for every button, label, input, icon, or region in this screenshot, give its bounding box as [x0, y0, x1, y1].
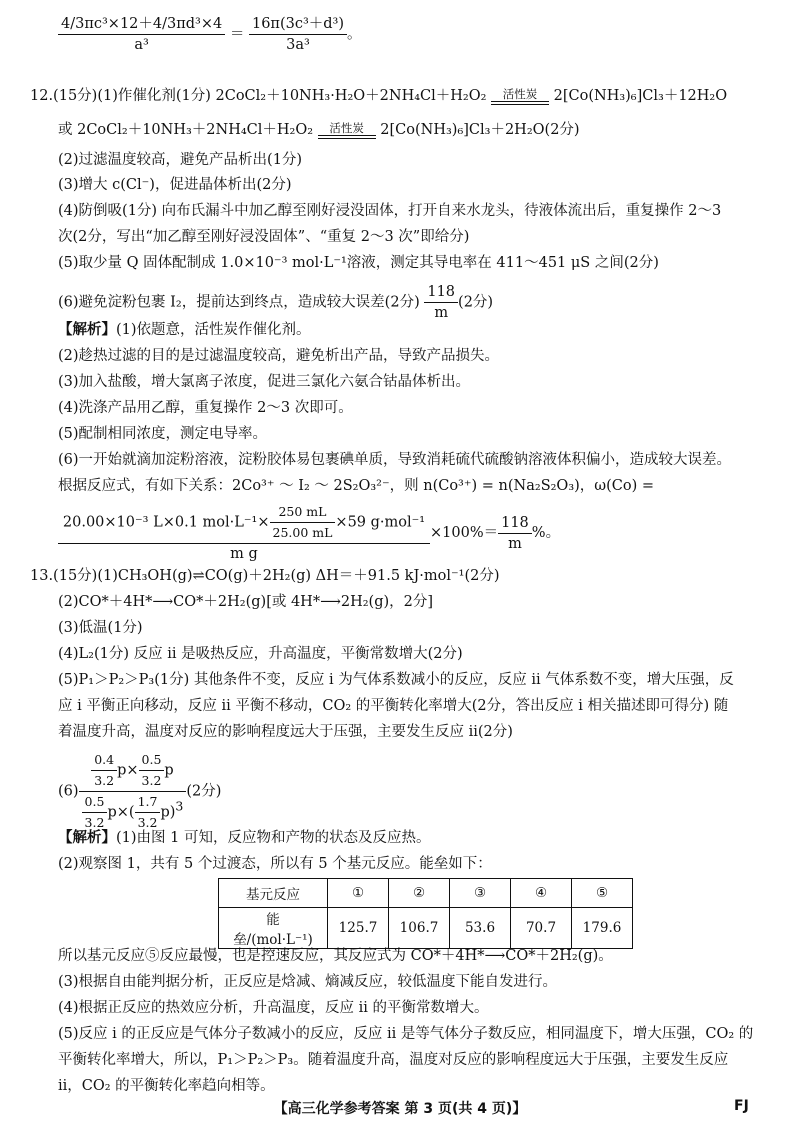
- q13-line-7: 着温度升高，温度对反应的影响程度远大于压强，主要发生反应 ii(2分): [58, 724, 513, 740]
- top-formula: $\frac{\text{4/3πc³×12＋4/3πd³×4}}{\text{a³}}$ ＝ $\frac{\text{16π(3c³＋d³)}}{\text{3a³}}$ 。: [58, 14, 362, 55]
- top-formula-numerator: 4/3πc³×12＋4/3πd³×4: [58, 14, 225, 35]
- q12-line-6: 次(2分，写出“加乙醇至刚好浸没固体”、“重复 2～3 次”即给分): [58, 229, 470, 245]
- q13-equilibrium-constant: (6) $\frac{0.4}{3.2}$ p× $\frac{0.5}{3.2}$ p $\frac{0.5}{3.2}$ p×( $\frac{1.7}{3.2}$ p)$^3$ (2分): [58, 752, 222, 830]
- q13-analysis-6: (5)反应 i 的正反应是气体分子数减小的反应，反应 ii 是等气体分子数反应，相同温度下，增大压强，CO₂ 的: [58, 1026, 754, 1042]
- q12-line-2: 或 2CoCl₂＋10NH₃＋2NH₄Cl＋H₂O₂ 活性炭 2[Co(NH₃)₆]Cl₃＋2H₂O(2分): [58, 120, 580, 138]
- q12-line-3: (2)过滤温度较高，避免产品析出(1分): [58, 152, 303, 168]
- energy-barrier-table: [218, 878, 633, 949]
- q13-analysis-8: ii，CO₂ 的平衡转化率趋向相等。: [58, 1078, 275, 1094]
- q12-line-4: (3)增大 c(Cl⁻)，促进晶体析出(2分): [58, 177, 292, 193]
- q13-analysis-3: 所以基元反应⑤反应最慢，也是控速反应，其反应式为 CO*＋4H*⟶CO*＋2H₂(g)。: [58, 948, 613, 964]
- q13-line-3: (3)低温(1分): [58, 620, 143, 636]
- top-formula-rhs-numerator: 16π(3c³＋d³): [249, 14, 347, 35]
- q12-analysis-5: (5)配制相同浓度，测定电导率。: [58, 426, 268, 442]
- table-row: 基元反应 ① ② ③ ④ ⑤: [219, 879, 633, 908]
- q13-analysis-7: 平衡转化率增大，所以，P₁＞P₂＞P₃。随着温度升高，温度对反应的影响程度远大于压强，主要发生反应: [58, 1052, 729, 1068]
- top-formula-rhs-denominator: 3a³: [286, 37, 310, 53]
- q13-line-2: (2)CO*＋4H*⟶CO*＋2H₂(g)[或 4H*⟶2H₂(g)，2分]: [58, 594, 434, 610]
- q13-line-6: 应 i 平衡正向移动，反应 ii 平衡不移动，CO₂ 的平衡转化率增大(2分，答出反应 i 相关描述即可得分) 随: [58, 698, 729, 714]
- q13-analysis-4: (3)根据自由能判据分析，正反应是焓减、熵减反应，较低温度下能自发进行。: [58, 974, 558, 990]
- catalyst-arrow: 活性炭: [491, 88, 549, 105]
- top-formula-denominator: a³: [134, 37, 149, 53]
- footer-code: FJ: [734, 1098, 749, 1114]
- q13-analysis-2: (2)观察图 1，共有 5 个过渡态，所以有 5 个基元反应。能垒如下：: [58, 856, 492, 872]
- q12-line-8: (6)避免淀粉包裹 I₂，提前达到终点，造成较大误差(2分) $\frac{118}{m}$ (2分): [58, 284, 494, 321]
- q13-line-4: (4)L₂(1分) 反应 ii 是吸热反应，升高温度，平衡常数增大(2分): [58, 646, 463, 662]
- q12-line-1: 12.(15分)(1)作催化剂(1分) 2CoCl₂＋10NH₃·H₂O＋2NH₄Cl＋H₂O₂ 活性炭 2[Co(NH₃)₆]Cl₃＋12H₂O: [30, 86, 728, 104]
- q12-line-5: (4)防倒吸(1分) 向布氏漏斗中加乙醇至刚好浸没固体，打开自来水龙头，待液体流出后，重复操作 2～3: [58, 203, 722, 219]
- page-footer: 【高三化学参考答案 第 3 页(共 4 页)】: [273, 1101, 527, 1117]
- q12-analysis-2: (2)趁热过滤的目的是过滤温度较高，避免析出产品，导致产品损失。: [58, 348, 500, 364]
- q13-line-1: 13.(15分)(1)CH₃OH(g)⇌CO(g)＋2H₂(g) ΔH＝＋91.5 kJ·mol⁻¹(2分): [30, 568, 500, 584]
- catalyst-arrow-2: 活性炭: [318, 122, 376, 139]
- q12-analysis-1: 【解析】(1)依题意，活性炭作催化剂。: [58, 321, 311, 338]
- table-row: 能垒/(mol·L⁻¹) 125.7 106.7 53.6 70.7 179.6: [219, 908, 633, 949]
- q12-analysis-4: (4)洗涤产品用乙醇，重复操作 2～3 次即可。: [58, 400, 353, 416]
- q13-analysis-1: 【解析】(1)由图 1 可知，反应物和产物的状态及反应热。: [58, 829, 431, 846]
- q12-analysis-7: 根据反应式，有如下关系：2Co³⁺ ～ I₂ ～ 2S₂O₃²⁻，则 n(Co³⁺) = n(Na₂S₂O₃)，ω(Co) =: [58, 478, 655, 494]
- q13-line-5: (5)P₁＞P₂＞P₃(1分) 其他条件不变，反应 i 为气体系数减小的反应，反应 ii 气体系数不变，增大压强，反: [58, 672, 734, 688]
- q12-analysis-3: (3)加入盐酸，增大氯离子浓度，促进三氯化六氨合钴晶体析出。: [58, 374, 471, 390]
- q12-big-formula: 20.00×10⁻³ L×0.1 mol·L⁻¹× $\frac{250 mL}{25.00 mL}$ ×59 g·mol⁻¹ m g ×100%＝ $\frac{118}{m}$ %。: [58, 502, 560, 564]
- q12-analysis-6: (6)一开始就滴加淀粉溶液，淀粉胶体易包裹碘单质，导致消耗硫代硫酸钠溶液体积偏小，造成较大误差。: [58, 452, 732, 468]
- q12-line-7: (5)取少量 Q 固体配制成 1.0×10⁻³ mol·L⁻¹溶液，测定其导电率在 411～451 μS 之间(2分): [58, 255, 659, 271]
- q13-analysis-5: (4)根据正反应的热效应分析，升高温度，反应 ii 的平衡常数增大。: [58, 1000, 489, 1016]
